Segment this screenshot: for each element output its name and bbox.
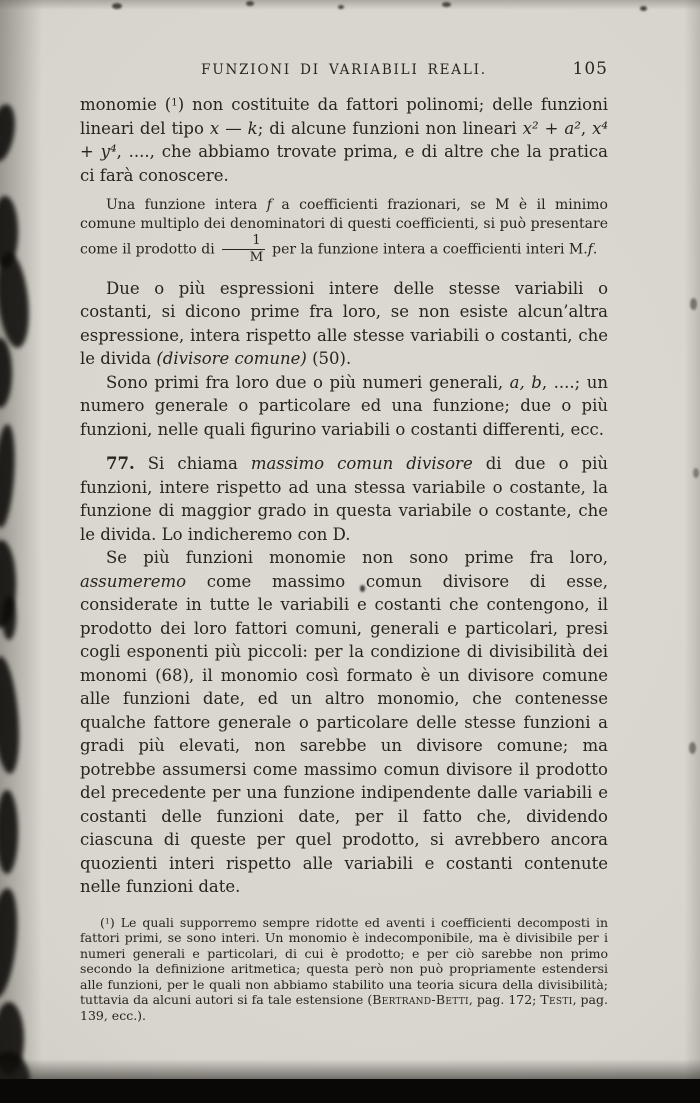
scan-bottom-edge	[0, 1079, 700, 1103]
ink-speck	[693, 468, 699, 478]
text-run: f	[266, 197, 272, 213]
footnote	[80, 915, 608, 1024]
ink-speck	[690, 298, 697, 310]
prime-expressions-definition-paragraph: Due o più espressioni intere delle stesse variabili o costanti, si dicono prime fra loro, se non esiste alcun’altra espressione, intera rispetto alle stesse variabili o costanti, che le divida (divisore comune) (50).	[80, 278, 608, 369]
text-run: Bertrand-Betti	[372, 992, 469, 1008]
text-run: x — k	[209, 118, 258, 138]
text-run: massimo comun divisore	[250, 454, 473, 474]
fractional-coefficients-note-paragraph: Una funzione intera f a coefficienti frazionari, se M è il minimo comune multiplo dei denominatori di questi coefficienti, si può presentare come il prodotto di $\frac{1}{M}$ per la funzione intera a coefficienti interi M.f.	[80, 197, 608, 265]
running-title: FUNZIONI DI VARIABILI REALI.	[201, 62, 487, 78]
text-run: 77.	[106, 454, 135, 474]
text-run: a, b	[509, 372, 542, 392]
footnote-1-paragraph: ($^1$) Le quali supporremo sempre ridotte ed aventi i coefficienti decomposti in fattori primi, se sono interi. Un monomio è indecomponibile, ma è divisibile per i numeri generali e particolari, di cui è prodotto; e per ciò sarebbe non primo secondo la definizione aritmetica; questa però non può propriamente estendersi alle funzioni, per le quali non abbiamo stabilito una teoria sicura della divisibilità; tuttavia da alcuni autori si fa tale estensione (Bertrand-Betti, pag. 172; Testi, pag. 139, ecc.).	[80, 914, 608, 1023]
page-content	[80, 59, 609, 1023]
text-run: Testi	[540, 992, 573, 1008]
gcd-of-monomials-paragraph: Se più funzioni monomie non sono prime fra loro, assumeremo come massimo comun divisore di esse, considerate in tutte le variabili e costanti che contengono, il prodotto dei loro fattori comuni, generali e particolari, presi cogli esponenti più piccoli: per la condizione di divisibilità dei monomi (68), il monomio così formato è un divisore comune alle funzioni date, ed un altro monomio, che contenesse qualche fattore generale o particolare delle stesse funzioni a gradi più elevati, non sarebbe un divisore comune; ma potrebbe assumersi come massimo comun divisore il prodotto del precedente per una funzione indipendente dalle variabili e costanti delle funzioni date, per il fatto che, dividendo ciascuna di queste per quel prodotto, si avrebbero ancora quozienti interi rispetto alle variabili e costanti contenute nelle funzioni date.	[80, 548, 608, 897]
section-77-gcd-definition-paragraph: 77. Si chiama massimo comun divisore di due o più funzioni, intere rispetto ad una stessa variabile o costante, la funzione di maggior grado in questa variabile o costante, che le divida. Lo indicheremo con D.	[80, 454, 608, 544]
page-number: 105	[572, 59, 608, 79]
text-run: f	[587, 241, 593, 258]
text-run: x⁴ + y⁴	[80, 118, 608, 161]
scan-top-edge	[0, 0, 700, 10]
opening-continuation-paragraph: monomie ($^1$) non costituite da fattori polinomi; delle funzioni lineari del tipo x — k; di alcune funzioni non lineari x² + a², x⁴ + y⁴, ...., che abbiamo trovate prima, e di altre che la pratica ci farà conoscere.	[80, 95, 608, 185]
text-run: (divisore comune)	[156, 349, 307, 369]
right-edge-shadow	[684, 0, 700, 1103]
scan-bottom-shadow	[0, 1059, 700, 1081]
text-run: 1	[171, 97, 178, 109]
fraction: $\frac{1}{M}$	[222, 234, 264, 265]
prime-examples-paragraph: Sono primi fra loro due o più numeri generali, a, b, ....; un numero generale o particolare ed una funzione; due o più funzioni, nelle quali figurino variabili o costanti differenti, ecc.	[80, 372, 609, 439]
text-run: assumeremo	[80, 571, 187, 591]
running-header	[80, 59, 608, 86]
main-text	[80, 93, 608, 899]
ink-speck	[689, 742, 696, 754]
text-run: 1	[104, 916, 110, 926]
ink-blotch	[2, 596, 16, 640]
text-run: x² + a²	[522, 118, 581, 138]
